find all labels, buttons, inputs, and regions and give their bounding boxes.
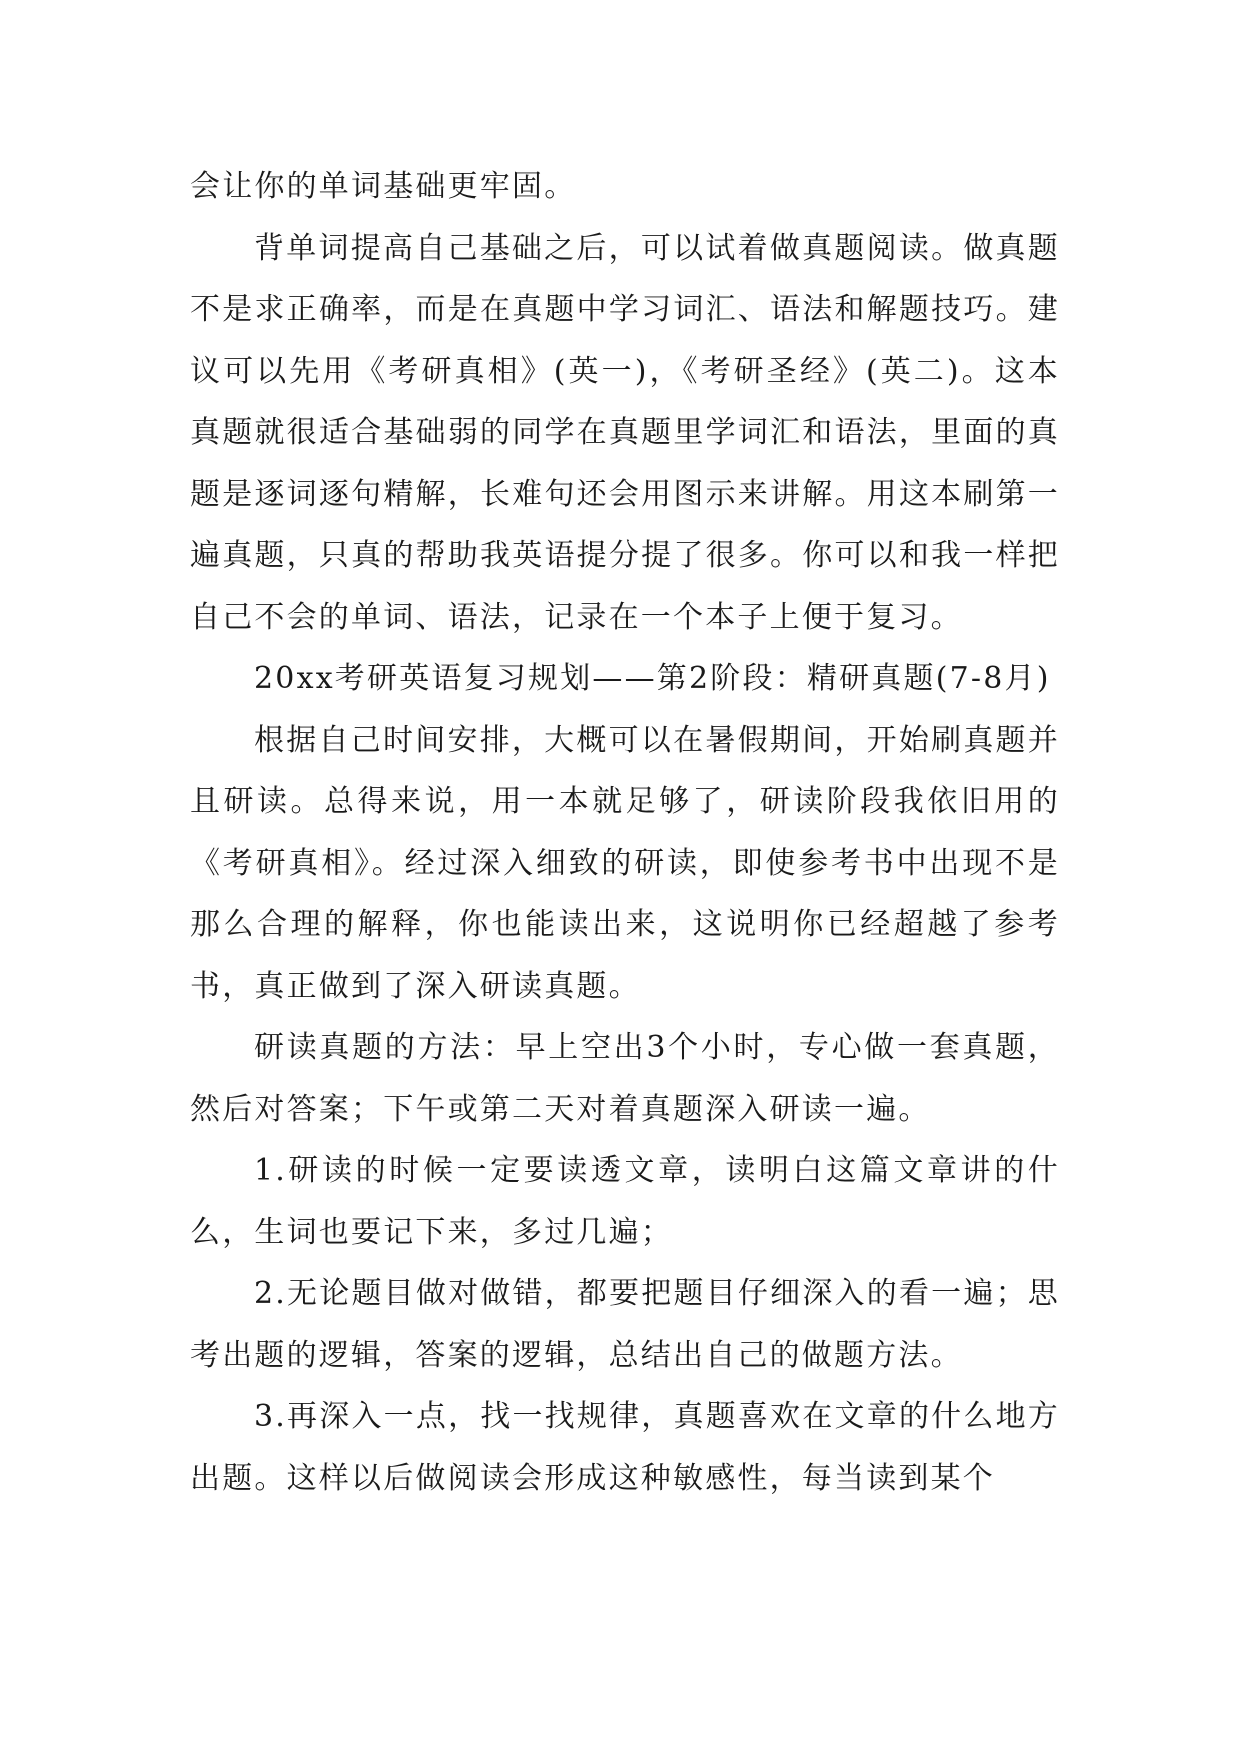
document-page: [190, 156, 1060, 1509]
list-item-2: 2.无论题目做对做错，都要把题目仔细深入的看一遍；思考出题的逻辑，答案的逻辑，总结出自己的做题方法。: [190, 1276, 1060, 1373]
paragraph-summer-plan: 根据自己时间安排，大概可以在暑假期间，开始刷真题并且研读。总得来说，用一本就足够了，研读阶段我依旧用的《考研真相》。经过深入细致的研读，即使参考书中出现不是那么合理的解释，你也能读出来，这说明你已经超越了参考书，真正做到了深入研读真题。: [190, 722, 1060, 1004]
paragraph-continuation: 会让你的单词基础更牢固。: [190, 169, 577, 204]
paragraph-reading-advice: 背单词提高自己基础之后，可以试着做真题阅读。做真题不是求正确率，而是在真题中学习词汇、语法和解题技巧。建议可以先用《考研真相》(英一)，《考研圣经》(英二)。这本真题就很适合基础弱的同学在真题里学词汇和语法，里面的真题是逐词逐句精解，长难句还会用图示来讲解。用这本刷第一遍真题，只真的帮助我英语提分提了很多。你可以和我一样把自己不会的单词、语法，记录在一个本子上便于复习。: [190, 230, 1060, 635]
list-item-3: 3.再深入一点，找一找规律，真题喜欢在文章的什么地方出题。这样以后做阅读会形成这种敏感性，每当读到某个: [190, 1399, 1060, 1496]
list-item-1: 1.研读的时候一定要读透文章，读明白这篇文章讲的什么，生词也要记下来，多过几遍；: [190, 1153, 1060, 1250]
paragraph-study-method: 研读真题的方法：早上空出3个小时，专心做一套真题，然后对答案；下午或第二天对着真题深入研读一遍。: [190, 1030, 1060, 1127]
section-heading-stage-2: 20xx考研英语复习规划——第2阶段：精研真题(7-8月): [254, 661, 1051, 696]
